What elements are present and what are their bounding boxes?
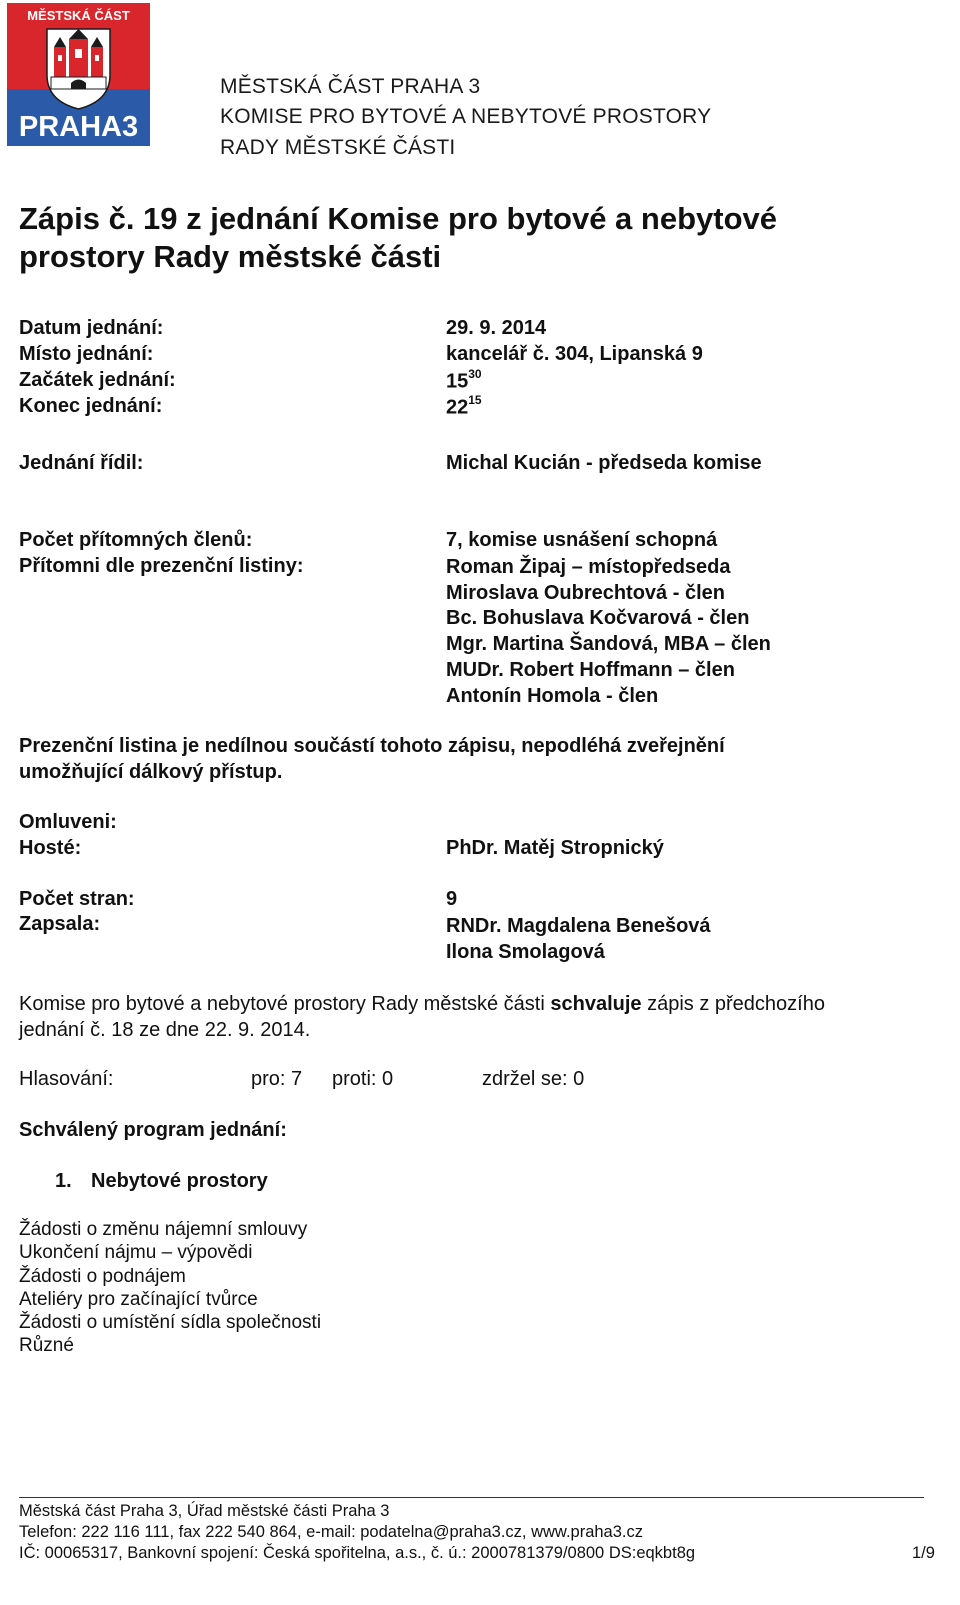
program-item-title: Nebytové prostory <box>91 1170 268 1192</box>
members-list <box>446 555 771 709</box>
attendance-note-line-1: Prezenční listina je nedílnou součástí tohoto zápisu, nepodléhá zveřejnění <box>19 735 725 757</box>
approval-text: Komise pro bytové a nebytové prostory Rady městské části <box>19 993 551 1015</box>
approval-line-2: jednání č. 18 ze dne 22. 9. 2014. <box>19 1019 311 1041</box>
footer-line-2: Telefon: 222 116 111, fax 222 540 864, e-mail: podatelna@praha3.cz, www.praha3.cz <box>19 1523 643 1541</box>
member-item: Bc. Bohuslava Kočvarová - člen <box>446 607 750 630</box>
vote-pro: pro: 7 <box>251 1068 303 1090</box>
program-subitem: Žádosti o změnu nájemní smlouvy <box>19 1219 308 1240</box>
member-item: MUDr. Robert Hoffmann – člen <box>446 658 735 681</box>
recorder-item: Ilona Smolagová <box>446 941 605 963</box>
approval-verb: schvaluje <box>550 993 642 1015</box>
member-item: Antonín Homola - člen <box>446 684 659 707</box>
member-item: Miroslava Oubrechtová - člen <box>446 581 725 604</box>
member-count-label: Počet přítomných členů: <box>19 529 253 551</box>
attendance-note-line-2: umožňující dálkový přístup. <box>19 761 283 783</box>
program-heading: Schválený program jednání: <box>19 1119 287 1141</box>
approval-paragraph <box>19 991 825 1043</box>
footer-divider <box>19 1497 924 1498</box>
present-label: Přítomni dle prezenční listiny: <box>19 555 304 577</box>
place-label: Místo jednání: <box>19 343 154 365</box>
approval-line-1 <box>19 991 825 1017</box>
footer-line-3: IČ: 00065317, Bankovní spojení: Česká spořitelna, a.s., č. ú.: 2000781379/0800 DS:eqkbt8g <box>19 1544 696 1562</box>
date-label: Datum jednání: <box>19 317 164 339</box>
pages-value: 9 <box>446 888 458 910</box>
recorders-list <box>446 913 711 965</box>
title-line-1: Zápis č. 19 z jednání Komise pro bytové a nebytové <box>19 201 778 236</box>
praha3-coat-of-arms-icon <box>7 3 150 146</box>
program-subitem: Různé <box>19 1335 74 1357</box>
logo-banner-text: MĚSTSKÁ ČÁST <box>27 8 130 23</box>
excused-label: Omluveni: <box>19 811 117 833</box>
member-item: Mgr. Martina Šandová, MBA – člen <box>446 633 771 656</box>
end-minute: 15 <box>468 393 482 407</box>
praha3-logo <box>7 3 150 146</box>
member-item: Roman Žipaj – místopředseda <box>446 556 731 578</box>
title-line-2: prostory Rady městské části <box>19 239 442 274</box>
vote-proti: proti: 0 <box>332 1068 394 1090</box>
attendance-note <box>19 733 725 785</box>
program-subitem: Ukončení nájmu – výpovědi <box>19 1242 253 1264</box>
start-label: Začátek jednání: <box>19 369 176 391</box>
place-value: kancelář č. 304, Lipanská 9 <box>446 343 703 365</box>
start-hour: 15 <box>446 370 469 393</box>
guests-label: Hosté: <box>19 837 82 859</box>
vote-label: Hlasování: <box>19 1068 114 1090</box>
pages-label: Počet stran: <box>19 888 135 910</box>
approval-text-end: zápis z předchozího <box>641 993 825 1015</box>
start-time <box>446 369 482 394</box>
member-count-value: 7, komise usnášení schopná <box>446 529 718 551</box>
recorded-label: Zapsala: <box>19 913 101 935</box>
start-minute: 30 <box>468 367 482 381</box>
header-line-2: KOMISE PRO BYTOVÉ A NEBYTOVÉ PROSTORY <box>220 105 712 128</box>
program-subitem: Žádosti o umístění sídla společnosti <box>19 1312 322 1334</box>
end-label: Konec jednání: <box>19 395 163 417</box>
program-item-number: 1. <box>55 1170 72 1192</box>
program-subitem: Žádosti o podnájem <box>19 1265 186 1287</box>
logo-name-text: PRAHA3 <box>18 111 139 143</box>
program-subitem: Ateliéry pro začínající tvůrce <box>19 1288 258 1310</box>
end-time <box>446 395 482 420</box>
chair-label: Jednání řídil: <box>19 452 144 474</box>
document-title <box>19 200 919 276</box>
header-line-1: MĚSTSKÁ ČÁST PRAHA 3 <box>220 75 481 98</box>
chair-value: Michal Kucián - předseda komise <box>446 452 762 474</box>
date-value: 29. 9. 2014 <box>446 317 547 339</box>
footer-line-1: Městská část Praha 3, Úřad městské části Praha 3 <box>19 1502 390 1520</box>
header-line-3: RADY MĚSTSKÉ ČÁSTI <box>220 136 456 159</box>
end-hour: 22 <box>446 396 469 419</box>
vote-abstain: zdržel se: 0 <box>482 1068 585 1090</box>
guests-value: PhDr. Matěj Stropnický <box>446 837 664 859</box>
footer-page-number: 1/9 <box>912 1544 935 1562</box>
recorder-item: RNDr. Magdalena Benešová <box>446 915 711 937</box>
program-subitems <box>19 1218 321 1358</box>
